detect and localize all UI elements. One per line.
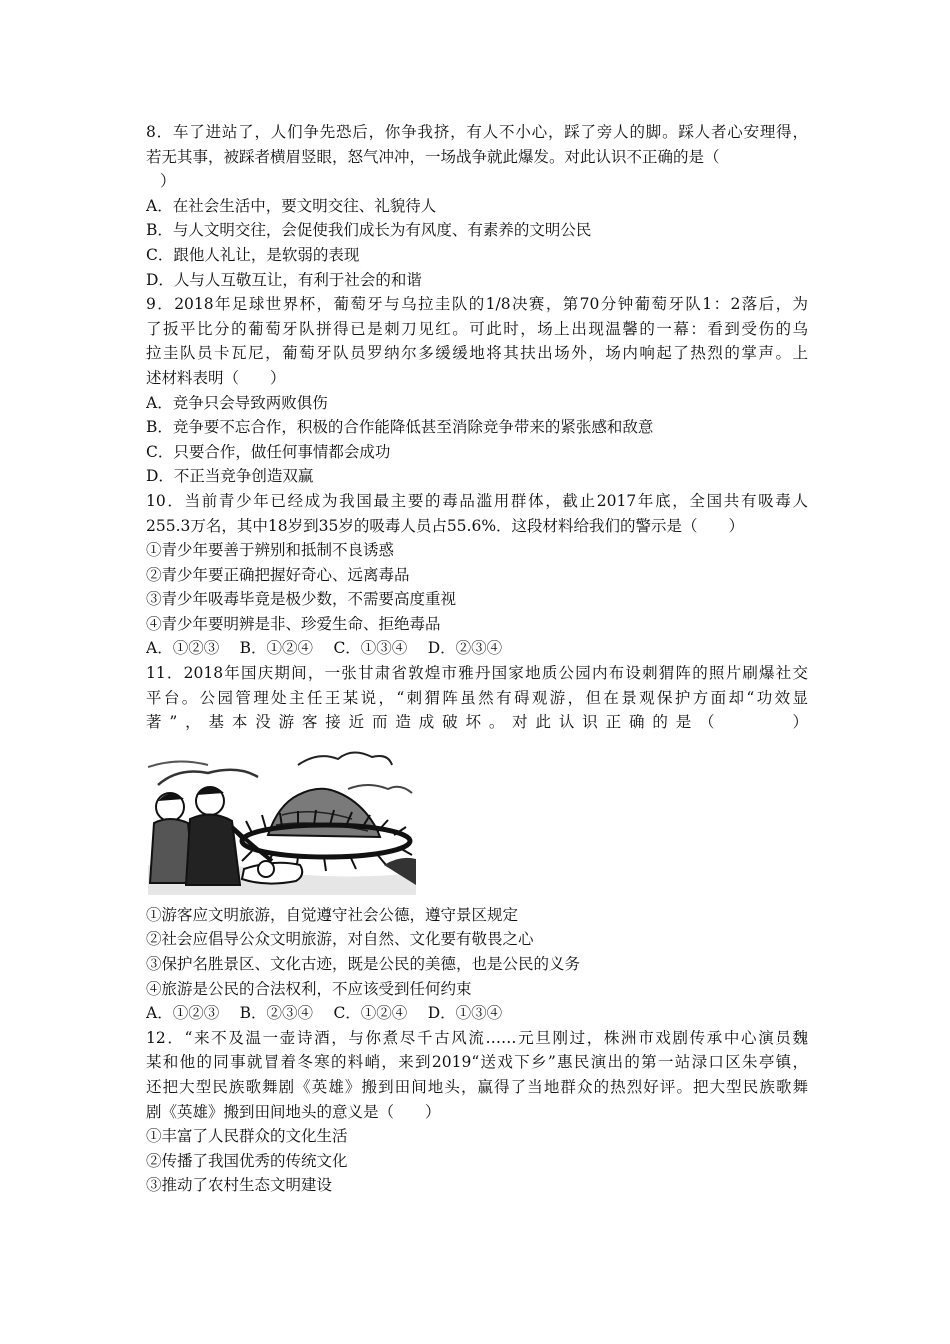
question-12-stem-line: 还把大型民族歌舞剧《英雄》搬到田间地头，赢得了当地群众的热烈好评。把大型民族歌舞 [146,1078,808,1096]
question-9-option-a: A．竞争只会导致两败俱伤 [146,393,328,412]
question-8-option-b: B．与人文明交往，会促使我们成长为有风度、有素养的文明公民 [146,221,592,240]
question-11-stem-line: 11．2018年国庆期间，一张甘肃省敦煌市雅丹国家地质公园内布设刺猬阵的照片刷爆社交 [146,664,808,683]
question-12 [146,1026,808,1198]
question-8-stem-line: ） [160,172,176,191]
question-10-item: ②青少年要正确把握好奇心、远离毒品 [146,565,410,584]
question-10-choices: A．①②③ B．①②④ C．①③④ D．②③④ [146,639,503,658]
question-10-stem-line: 10．当前青少年已经成为我国最主要的毒品滥用群体，截止2017年底，全国共有吸毒人 [146,491,808,510]
question-11-stem-line: 平台。公园管理处主任王某说，“刺猬阵虽然有碍观游，但在景观保护方面却“功效显 [146,688,808,707]
question-12-stem-line: 剧《英雄》搬到田间地头的意义是（ ） [146,1102,441,1121]
question-12-stem-line: 某和他的同事就冒着冬寒的料峭，来到2019“送戏下乡”惠民演出的第一站渌口区朱亭镇， [146,1053,808,1072]
question-10-item: ③青少年吸毒毕竟是极少数，不需要高度重视 [146,590,457,609]
question-11 [146,661,808,1026]
hedgehog-array-illustration [148,745,416,895]
question-12-stem-line: 12．“来不及温一壶诗酒，与你煮尽千古风流……元旦刚过，株洲市戏剧传承中心演员魏 [146,1028,808,1047]
question-9-stem-line: 9．2018年足球世界杯，葡萄牙与乌拉圭队的1/8决赛，第70分钟葡萄牙队1：2落后，为 [146,295,808,314]
question-12-item: ②传播了我国优秀的传统文化 [146,1151,348,1170]
question-9-option-d: D．不正当竞争创造双赢 [146,467,314,486]
question-11-stem-line: 著”，基本没游客接近而造成破坏。对此认识正确的是（ ） [146,713,808,732]
question-11-item: ③保护名胜景区、文化古迹，既是公民的美德，也是公民的义务 [146,955,581,974]
question-8-stem-line: 8．车了进站了，人们争先恐后，你争我挤，有人不小心，踩了旁人的脚。踩人者心安理得， [146,123,808,141]
question-11-choices: A．①②③ B．②③④ C．①②④ D．①③④ [146,1004,503,1023]
question-9-stem-line: 拉圭队员卡瓦尼，葡萄牙队员罗纳尔多缓缓地将其扶出场外，场内响起了热烈的掌声。上 [146,344,808,363]
question-10-item: ①青少年要善于辨别和抵制不良诱惑 [146,541,395,560]
question-10-item: ④青少年要明辨是非、珍爱生命、拒绝毒品 [146,614,441,633]
question-10-stem-line: 255.3万名，其中18岁到35岁的吸毒人员占55.6%．这段材料给我们的警示是（ ） [146,516,745,535]
question-9 [146,292,808,489]
question-9-stem-line: 述材料表明（ ） [146,368,286,387]
question-8-option-d: D．人与人互敬互让，有利于社会的和谐 [146,270,422,289]
question-12-item: ③推动了农村生态文明建设 [146,1176,333,1195]
question-9-option-c: C．只要合作，做任何事情都会成功 [146,442,391,461]
question-11-item: ④旅游是公民的合法权利，不应该受到任何约束 [146,979,472,998]
question-9-option-b: B．竞争要不忘合作，积极的合作能降低甚至消除竞争带来的紧张感和敌意 [146,418,654,437]
question-10 [146,489,808,661]
question-8-option-c: C．跟他人礼让，是软弱的表现 [146,245,360,264]
question-11-item: ①游客应文明旅游，自觉遵守社会公德，遵守景区规定 [146,905,519,924]
question-8-stem-line: 若无其事，被踩者横眉竖眼，怒气冲冲，一场战争就此爆发。对此认识不正确的是（ [146,147,720,166]
page-content [146,120,808,1198]
question-9-stem-line: 了扳平比分的葡萄牙队拼得已是刺刀见红。可此时，场上出现温馨的一幕：看到受伤的乌 [146,319,808,338]
question-8-option-a: A．在社会生活中，要文明交往、礼貌待人 [146,196,437,215]
question-11-item: ②社会应倡导公众文明旅游，对自然、文化要有敬畏之心 [146,930,534,949]
question-12-item: ①丰富了人民群众的文化生活 [146,1127,348,1146]
question-8 [146,120,808,292]
